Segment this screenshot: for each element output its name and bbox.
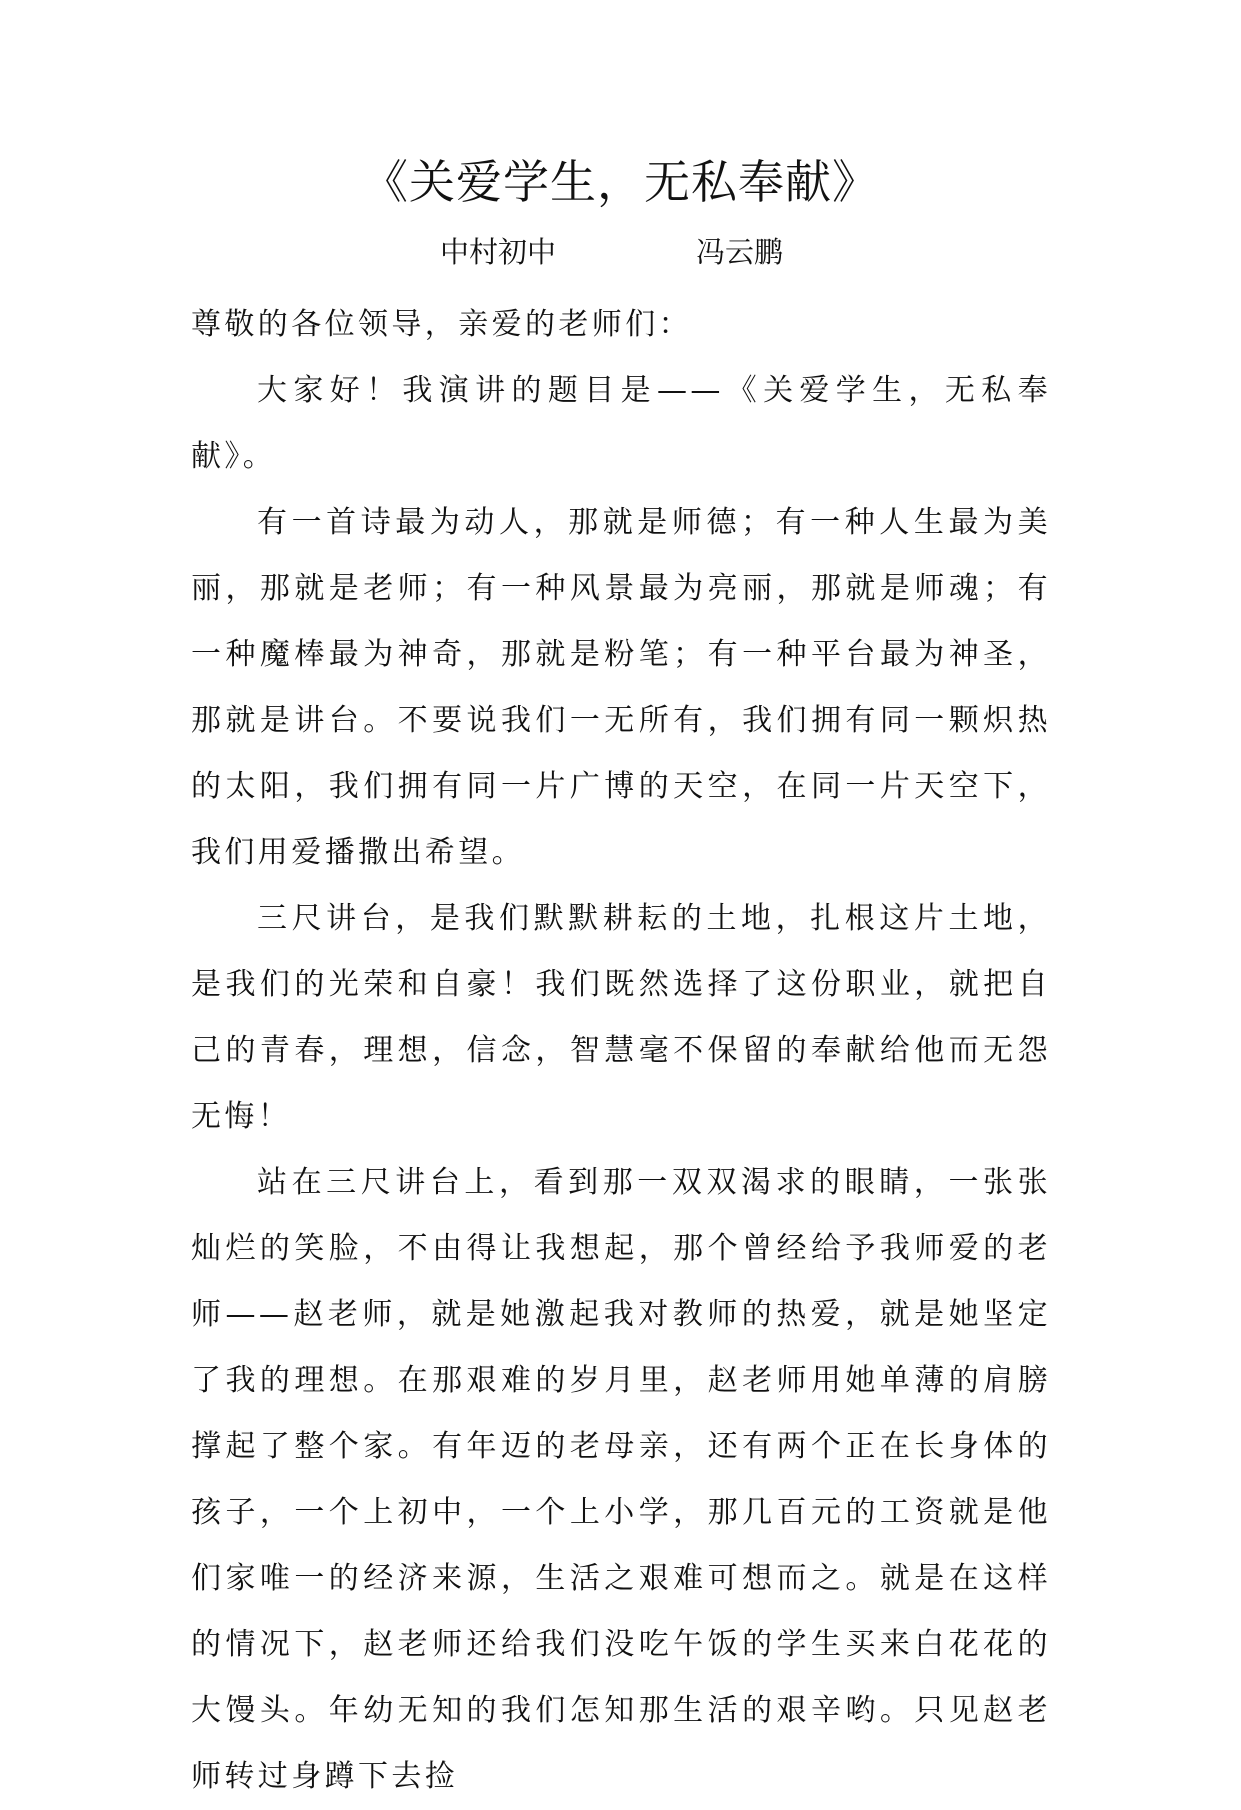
school-name: 中村初中 [440, 235, 557, 269]
paragraph-1: 大家好！我演讲的题目是——《关爱学生，无私奉献》。 [191, 373, 1051, 474]
document-title: 《关爱学生，无私奉献》 [362, 155, 879, 209]
paragraph-4: 站在三尺讲台上，看到那一双双渴求的眼睛，一张张灿烂的笑脸，不由得让我想起，那个曾经给予我师爱的老师——赵老师，就是她激起我对教师的热爱，就是她坚定了我的理想。在那艰难的岁月里，赵老师用她单薄的肩膀撑起了整个家。有年迈的老母亲，还有两个正在长身体的孩子，一个上初中，一个上小学，那几百元的工资就是他们家唯一的经济来源，生活之艰难可想而之。就是在这样的情况下，赵老师还给我们没吃午饭的学生买来白花花的大馒头。年幼无知的我们怎知那生活的艰辛哟。只见赵老师转过身蹲下去捡 [191, 1165, 1051, 1794]
paragraph-3: 三尺讲台，是我们默默耕耘的土地，扎根这片土地，是我们的光荣和自豪！我们既然选择了这份职业，就把自己的青春，理想，信念，智慧毫不保留的奉献给他而无怨无悔！ [191, 901, 1051, 1134]
paragraph-2: 有一首诗最为动人，那就是师德；有一种人生最为美丽，那就是老师；有一种风景最为亮丽，那就是师魂；有一种魔棒最为神奇，那就是粉笔；有一种平台最为神圣，那就是讲台。不要说我们一无所有，我们拥有同一颗炽热的太阳，我们拥有同一片广博的天空，在同一片天空下，我们用爱播撒出希望。 [191, 505, 1051, 870]
salutation: 尊敬的各位领导，亲爱的老师们： [191, 307, 692, 342]
speech-body [191, 292, 1051, 1810]
author-name: 冯云鹏 [696, 235, 784, 269]
byline [440, 232, 783, 272]
